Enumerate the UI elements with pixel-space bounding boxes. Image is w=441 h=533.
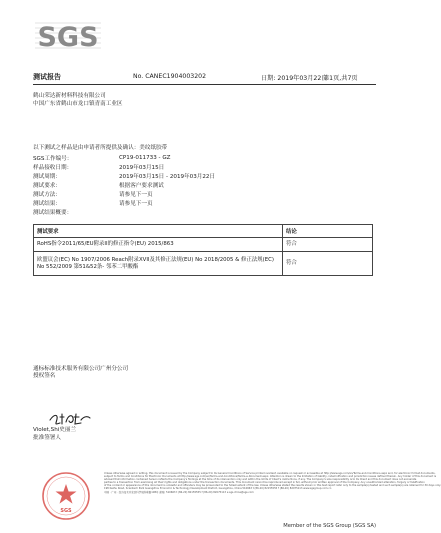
field-value: 根据客户要求测试	[119, 182, 164, 189]
fine-print-line: advised that information contained hereon reflects the Company's findings at the time of its intervention only and within the limits of Client's instructions, if any. The Company's sole responsibility is to its Client and this document does not exonerate	[104, 478, 417, 482]
fine-print-line: of the content or appearance of this document is unlawful and offenders may be prosecuted to the fullest extent of the law. Unless otherwise stated the results shown in this test report refer only to the sample(s) tested and such sample(s) are retained for 30 days only.	[104, 484, 441, 488]
summary-label: 测试结果概要：	[33, 209, 73, 216]
sgs-logo	[33, 16, 103, 52]
results-table	[33, 224, 373, 276]
fine-print-line: subject to Terms and Conditions for Electronic Documents at http://www.sgs.com/en/Terms-and-Conditions/Terms-e-Document.aspx. Attention is drawn to the limitation of liability, indemnification and jurisdiction issues defined therein. Any holder of this document is	[104, 475, 437, 479]
field-label: 测试周期：	[33, 173, 61, 180]
field-row	[33, 153, 363, 162]
field-value: CP19-011733 - GZ	[119, 154, 171, 161]
header-requirement: 测试要求	[34, 225, 283, 238]
field-label: SGS工作编号：	[33, 155, 73, 162]
field-row	[33, 198, 363, 207]
fine-print-line: parties to a transaction from exercising all their rights and obligations under the transaction documents. This document cannot be reproduced except in full, without prior written approval of the Company. Any unauthorized alteration, forgery or falsification	[104, 481, 425, 485]
table-row	[34, 252, 373, 276]
field-label: 测试要求：	[33, 182, 61, 189]
signer-title: 批准签署人	[33, 435, 61, 441]
field-value: 请参见下一页	[119, 200, 153, 207]
report-header	[33, 72, 376, 84]
report-number: No. CANEC1904003202	[133, 73, 207, 80]
field-value: 2019年03月15日 - 2019年03月22日	[119, 173, 216, 180]
field-row	[33, 180, 363, 189]
field-label: 测试结果：	[33, 200, 61, 207]
fine-print-line: 中国 · 广州 · 经济技术开发区科学城科珠路198号 邮编: 510663 t (86-20) 82155555 f (86-20) 82075113 e sgs.china@sgs.com	[104, 490, 254, 494]
table-header-row	[34, 225, 373, 238]
table-row	[34, 238, 373, 252]
official-stamp	[34, 470, 98, 520]
applicant-address: 中国广东省鹤山市龙口镇青南工业区	[33, 101, 123, 107]
field-row	[33, 207, 363, 216]
legal-fine-print	[104, 472, 441, 494]
issuer-name: 通标标准技术服务有限公司广州分公司	[33, 366, 129, 372]
member-of-sgs-group: Member of the SGS Group (SGS SA)	[283, 523, 376, 529]
requirement-cell: 欧盟议会(EC) No 1907/2006 Reach附录XVII及其修正法规(EU) No 2018/2005 & 修正法规(EC) No 552/2009 第51&52条- 邻苯二甲酸酯	[34, 252, 283, 276]
page-indicator: 第1页,共7页	[323, 75, 358, 82]
conclusion-cell: 符合	[283, 238, 373, 252]
field-label: 样品接收日期：	[33, 164, 73, 171]
field-row	[33, 189, 363, 198]
conclusion-cell: 符合	[283, 252, 373, 276]
report-fields	[33, 153, 363, 216]
issuer-authorization: 授权签名	[33, 373, 56, 379]
stamp-text: SGS	[60, 508, 72, 514]
header-divider	[33, 84, 376, 85]
sample-intro: 以下测试之样品是由申请者所提供及确认：美纹纸胶带	[33, 145, 168, 151]
fine-print-line: Unless otherwise agreed in writing, this document is issued by the Company subject to its General Conditions of Service printed overleaf, available on request or accessible at http://www.sgs.com/en/Terms-and-Conditions.aspx and, for electronic format documents,	[104, 472, 436, 475]
fine-print-line: 198 Kezhu Road, Scientech Park Guangzhou Economic & Technology Development District, Guangzhou, China 510663 t (86-20) 82155555 f (86-20) 82075113 www.sgsgroup.com.cn	[104, 487, 332, 491]
requirement-cell: RoHS指令2011/65/EU附录II的修正指令(EU) 2015/863	[34, 238, 283, 252]
signer-name: Violet,Shi史丽兰	[33, 427, 77, 433]
field-value: 2019年03月15日	[119, 164, 165, 171]
logo-text: SGS	[37, 22, 99, 53]
header-conclusion: 结论	[283, 225, 373, 238]
field-value: 请参见下一页	[119, 191, 153, 198]
field-label: 测试方法：	[33, 191, 61, 198]
report-date: 日期: 2019年03月22日	[261, 75, 328, 82]
report-title: 测试报告	[33, 73, 61, 81]
applicant-name: 鹤山荣达新材料科技有限公司	[33, 93, 106, 99]
field-row	[33, 171, 363, 180]
field-row	[33, 162, 363, 171]
